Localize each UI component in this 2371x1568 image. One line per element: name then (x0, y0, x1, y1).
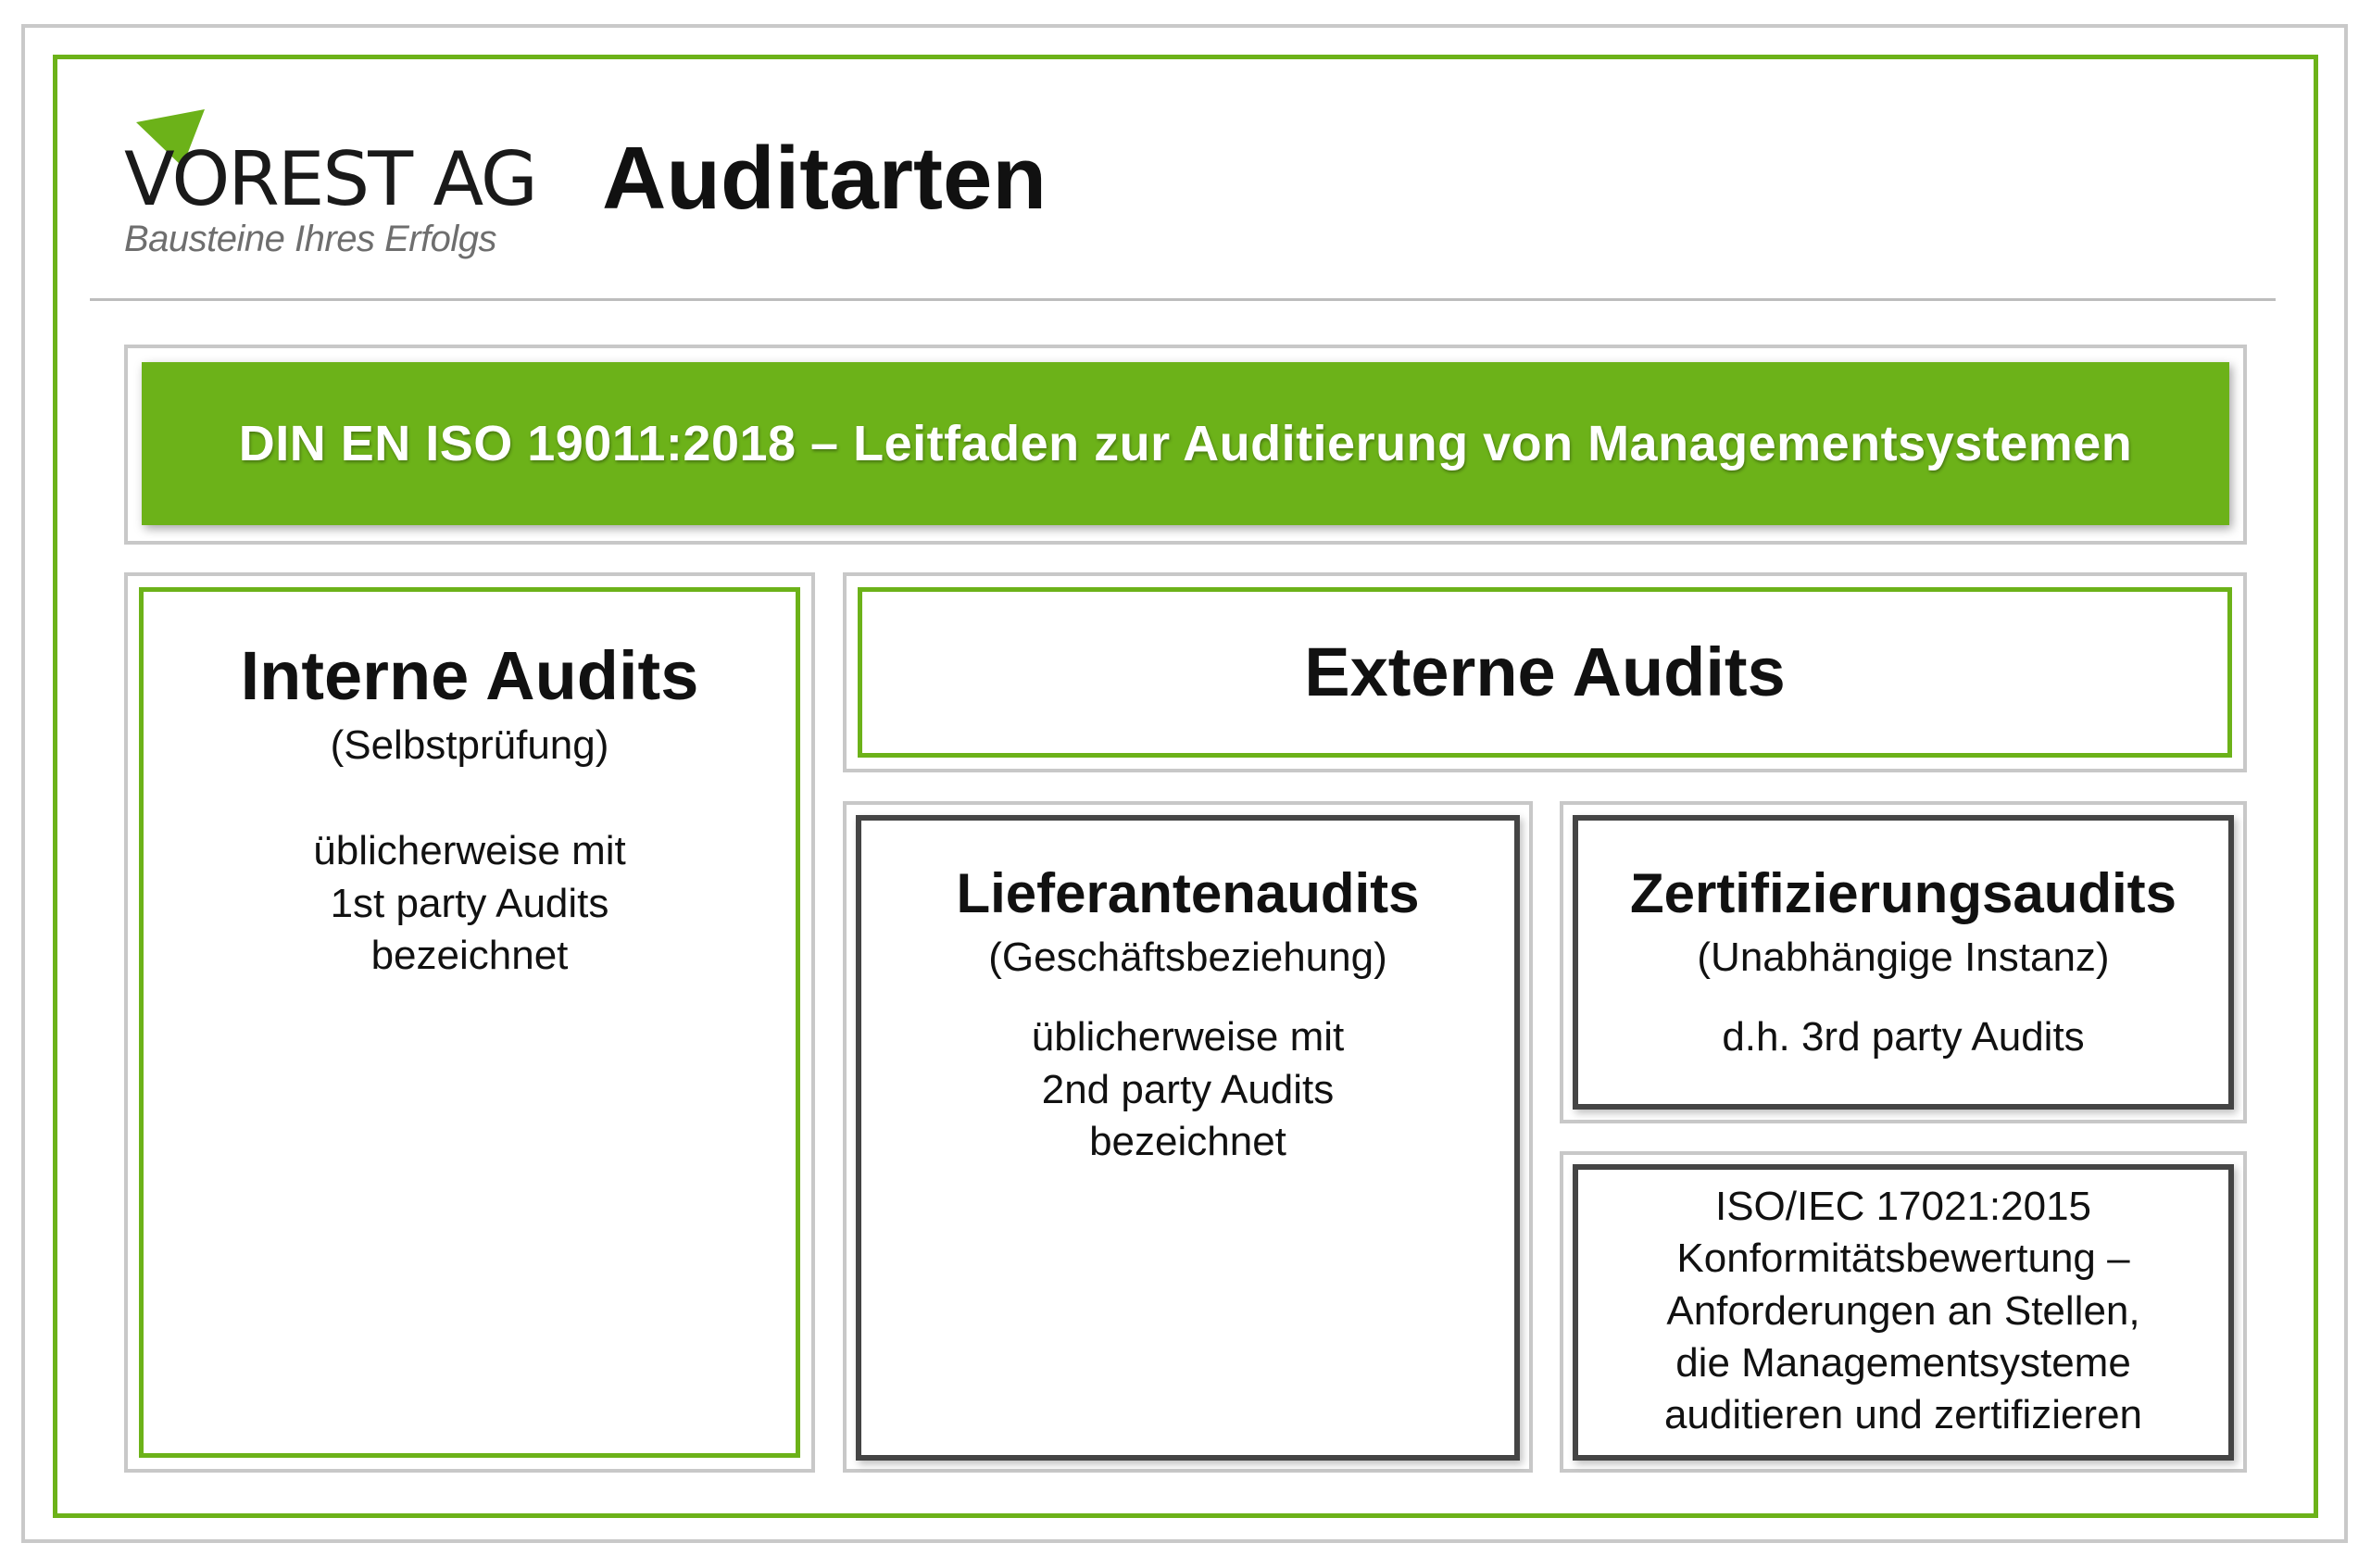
supplier-audits-box (856, 815, 1520, 1461)
iso17021-line: die Managementsysteme (1675, 1339, 2131, 1386)
internal-audits-body (144, 825, 796, 982)
internal-audits-title: Interne Audits (240, 637, 699, 714)
iso17021-line: auditieren und zertifizieren (1663, 1392, 2143, 1438)
certification-audits-subtitle: (Unabhängige Instanz) (1697, 935, 2110, 980)
internal-audits-box (139, 587, 800, 1458)
logo-tagline: Bausteine Ihres Erfolgs (124, 219, 497, 259)
iso17021-line: ISO/IEC 17021:2015 (1714, 1184, 2092, 1229)
supplier-audits-line: bezeichnet (1089, 1118, 1286, 1164)
internal-audits-subtitle: (Selbstprüfung) (330, 722, 609, 769)
header-divider (90, 298, 2276, 301)
external-audits-box (858, 587, 2232, 758)
certification-audits-title: Zertifizierungsaudits (1629, 862, 2177, 924)
certification-audits-box (1573, 815, 2234, 1110)
standard-banner-text: DIN EN ISO 19011:2018 – Leitfaden zur Auditierung von Managementsystemen (238, 416, 2133, 471)
certification-audits-body: d.h. 3rd party Audits (1722, 1014, 2085, 1060)
external-audits-title: Externe Audits (1304, 633, 1786, 711)
supplier-audits-body (861, 1011, 1514, 1168)
standard-banner (142, 362, 2229, 525)
page-title: Auditarten (602, 129, 1047, 228)
supplier-audits-subtitle: (Geschäftsbeziehung) (988, 935, 1387, 980)
supplier-audits-line: üblicherweise mit (1031, 1014, 1345, 1060)
supplier-audits-title: Lieferantenaudits (956, 862, 1420, 924)
iso17021-box (1573, 1164, 2234, 1461)
iso17021-line: Anforderungen an Stellen, (1666, 1287, 2140, 1334)
iso17021-line: Konformitätsbewertung – (1676, 1236, 2130, 1282)
internal-audits-line: 1st party Audits (330, 880, 609, 926)
iso17021-body (1578, 1181, 2228, 1442)
supplier-audits-line: 2nd party Audits (1041, 1066, 1335, 1112)
internal-audits-line: üblicherweise mit (313, 828, 626, 874)
internal-audits-line: bezeichnet (370, 932, 569, 978)
logo-brand: VOREST AG (124, 136, 536, 222)
vorest-logo (124, 109, 536, 267)
